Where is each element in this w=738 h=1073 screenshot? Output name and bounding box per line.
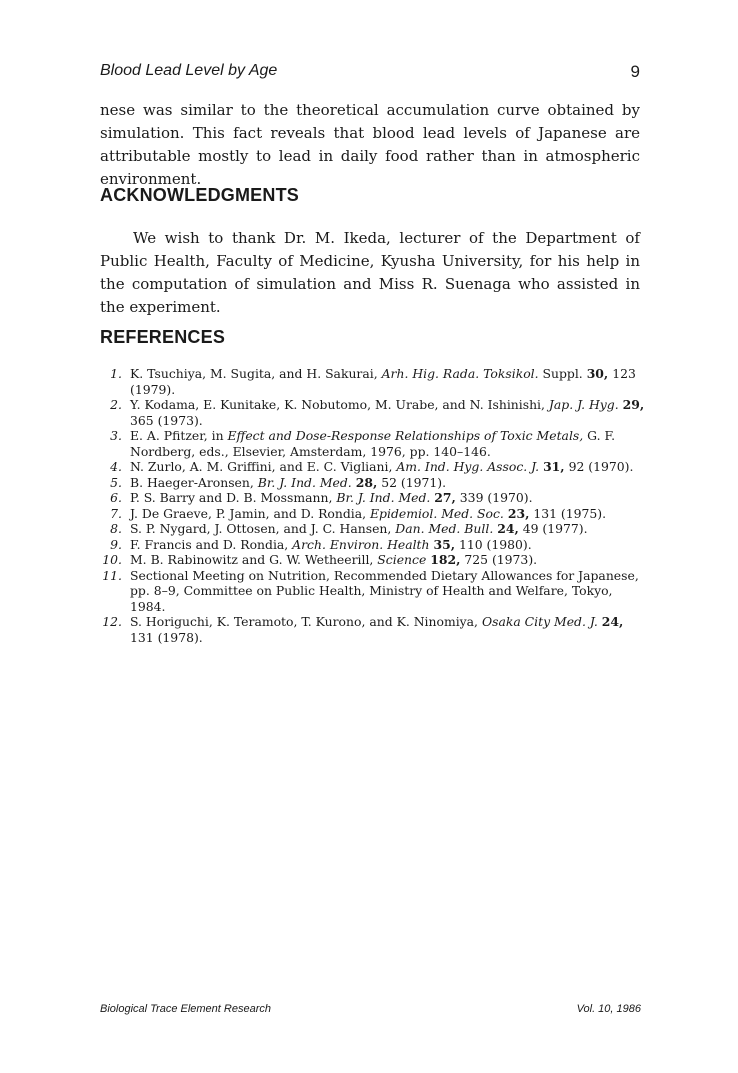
reference-fragment: 49 (1977). — [518, 521, 588, 536]
reference-volume: 24, — [601, 614, 624, 629]
reference-source: Science — [377, 552, 427, 567]
acknowledgments-heading: ACKNOWLEDGMENTS — [100, 185, 299, 205]
reference-fragment: 339 (1970). — [455, 490, 533, 505]
reference-fragment: Sectional Meeting on Nutrition, Recommended Dietary Allowances for Japanese, pp. 8–9, Committee on Public Health, Ministry of Health and Welfare, Tokyo, 1984. — [130, 567, 639, 614]
reference-source: Arh. Hig. Rada. Toksikol. — [381, 366, 539, 381]
reference-number: 3. — [110, 428, 122, 443]
reference-item — [100, 490, 645, 506]
reference-fragment: 110 (1980). — [455, 536, 532, 552]
reference-volume: 35, — [433, 536, 456, 552]
volume-info: Vol. 10, 1986 — [576, 1003, 641, 1015]
reference-fragment: J. De Graeve, P. Jamin, and D. Rondia, — [130, 505, 370, 521]
reference-number: 6. — [110, 490, 122, 505]
reference-volume: 29, — [622, 397, 645, 412]
reference-source: Br. J. Ind. Med. — [336, 490, 431, 505]
intro-paragraph: nese was similar to the theoretical accumulation curve obtained by simulation. This fact reveals that blood lead levels of Japanese are attributable mostly to lead in daily food rather than in atmospheric environment. — [100, 101, 640, 188]
reference-number: 12. — [102, 614, 122, 629]
reference-number: 11. — [102, 567, 122, 583]
reference-fragment: K. Tsuchiya, M. Sugita, and H. Sakurai, — [130, 366, 382, 381]
reference-fragment: B. Haeger-Aronsen, — [130, 474, 258, 490]
reference-volume: 27, — [434, 490, 456, 505]
reference-fragment: N. Zurlo, A. M. Griffini, and E. C. Vigliani, — [130, 459, 397, 474]
reference-fragment: 92 (1970). — [564, 459, 634, 474]
reference-item — [100, 459, 645, 475]
reference-number: 10. — [102, 552, 122, 567]
reference-fragment: 131 (1978). — [130, 629, 203, 645]
reference-item — [100, 521, 645, 537]
reference-text — [130, 366, 645, 397]
reference-text — [130, 475, 645, 491]
reference-source: Jap. J. Hyg. — [548, 397, 619, 412]
reference-source: Arch. Environ. Health — [292, 536, 430, 552]
reference-text — [130, 428, 645, 459]
reference-item — [100, 552, 645, 568]
reference-number: 7. — [110, 505, 122, 521]
running-title: Blood Lead Level by Age — [100, 62, 278, 79]
reference-fragment: Y. Kodama, E. Kunitake, K. Nobutomo, M. Urabe, and N. Ishinishi, — [130, 397, 549, 412]
reference-volume: 23, — [507, 505, 530, 521]
reference-text — [130, 537, 645, 553]
reference-volume: 28, — [355, 474, 378, 490]
reference-text — [130, 459, 645, 475]
reference-source: Br. J. Ind. Med. — [257, 474, 352, 490]
running-head — [100, 62, 640, 84]
reference-volume: 182, — [430, 552, 461, 567]
reference-item — [100, 428, 645, 459]
reference-fragment: 725 (1973). — [460, 552, 538, 567]
reference-fragment: 52 (1971). — [377, 474, 447, 490]
reference-text — [130, 552, 645, 568]
reference-number: 9. — [110, 536, 122, 552]
reference-item — [100, 506, 645, 522]
reference-source: Effect and Dose-Response Relationships of Toxic Metals, — [227, 428, 584, 443]
reference-item — [100, 614, 645, 645]
reference-item — [100, 537, 645, 553]
reference-volume: 31, — [543, 459, 565, 474]
reference-fragment: M. B. Rabinowitz and G. W. Wetheerill, — [130, 552, 378, 567]
reference-text — [130, 568, 645, 615]
reference-fragment: F. Francis and D. Rondia, — [130, 536, 293, 552]
reference-number: 8. — [110, 521, 122, 536]
reference-fragment: 131 (1975). — [529, 505, 607, 521]
reference-number: 1. — [110, 366, 122, 381]
reference-volume: 30, — [586, 366, 609, 381]
reference-source: Dan. Med. Bull. — [395, 521, 494, 536]
reference-volume: 24, — [497, 521, 519, 536]
reference-fragment: S. Horiguchi, K. Teramoto, T. Kurono, and K. Ninomiya, — [130, 614, 482, 629]
reference-source: Am. Ind. Hyg. Assoc. J. — [396, 459, 540, 474]
reference-item — [100, 366, 645, 397]
page-number: 9 — [630, 62, 640, 81]
reference-fragment: 123 (1979). — [130, 366, 636, 397]
reference-item — [100, 568, 645, 615]
reference-text — [130, 490, 645, 506]
reference-source: Osaka City Med. J. — [481, 614, 598, 629]
reference-list — [100, 366, 645, 645]
acknowledgments-text: We wish to thank Dr. M. Ikeda, lecturer of the Department of Public Health, Faculty of Medicine, Kyusha University, for his help in the computation of simulation and Miss R. Suenaga who assisted in the experiment. — [100, 229, 640, 316]
journal-name: Biological Trace Element Research — [100, 1003, 271, 1015]
reference-fragment: Suppl. — [538, 366, 587, 381]
reference-text — [130, 614, 645, 645]
page-footer — [100, 1003, 641, 1019]
reference-text — [130, 397, 645, 428]
reference-text — [130, 521, 645, 537]
reference-number: 5. — [110, 474, 122, 490]
reference-fragment: 365 (1973). — [130, 412, 203, 428]
reference-fragment: E. A. Pfitzer, in — [130, 428, 228, 443]
reference-number: 4. — [110, 459, 122, 474]
reference-number: 2. — [110, 397, 122, 412]
reference-fragment: P. S. Barry and D. B. Mossmann, — [130, 490, 337, 505]
reference-item — [100, 475, 645, 491]
reference-fragment: G. F. Nordberg, eds., Elsevier, Amsterdam, 1976, pp. 140–146. — [130, 428, 616, 459]
reference-text — [130, 506, 645, 522]
references-heading: REFERENCES — [100, 327, 226, 347]
reference-item — [100, 397, 645, 428]
reference-fragment: S. P. Nygard, J. Ottosen, and J. C. Hansen, — [130, 521, 396, 536]
reference-source: Epidemiol. Med. Soc. — [370, 505, 504, 521]
